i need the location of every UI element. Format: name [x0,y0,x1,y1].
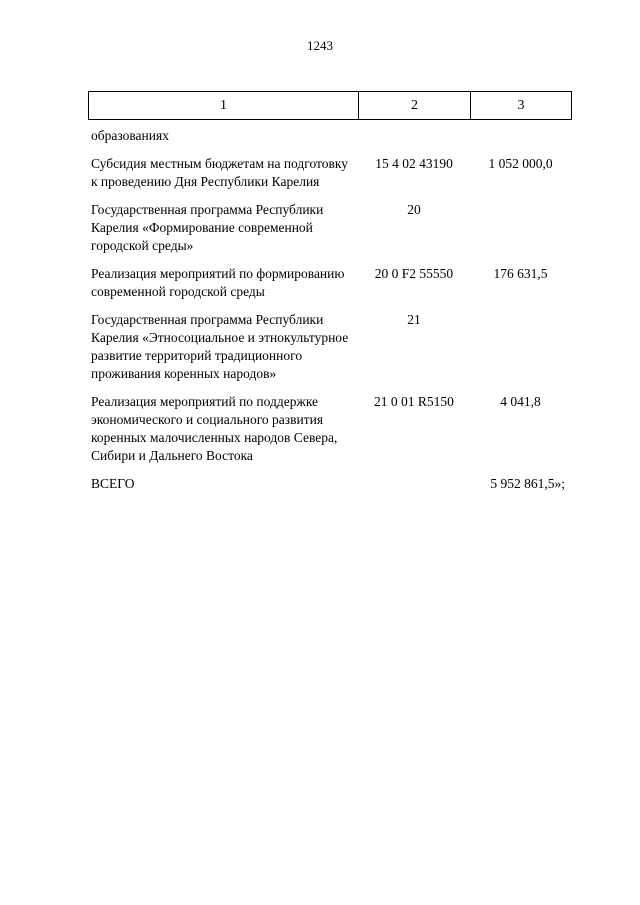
row-name: Реализация мероприятий по поддержке экономического и социального развития коренных малочисленных народов Севера, Сибири и Дальнего Востока [91,394,338,463]
table-row [88,155,571,201]
row-name: Реализация мероприятий по формированию современной городской среды [91,266,345,299]
row-code: 21 0 01 R5150 [374,394,454,409]
row-amount: 1 052 000,0 [488,156,553,171]
row-name: Государственная программа Республики Карелия «Этносоциальное и этнокультурное развитие территорий традиционного проживания коренных народов» [91,312,349,381]
total-code [358,475,470,493]
row-name: Государственная программа Республики Карелия «Формирование современной городской среды» [91,202,324,253]
row-code: 20 0 F2 55550 [374,266,454,281]
total-amount: 5 952 861,5»; [490,476,565,491]
row-amount: 4 041,8 [500,394,541,409]
total-row [88,475,571,493]
row-amount: 176 631,5 [493,266,548,281]
budget-table [88,127,571,493]
table-row [88,311,571,393]
table-row [88,127,571,155]
column-header-table [88,91,572,120]
row-code: 21 [407,312,421,327]
row-name: образованиях [91,128,169,143]
row-amount [470,127,571,155]
column-header-1: 1 [89,92,359,120]
row-amount [470,201,571,265]
column-header-2: 2 [359,92,471,120]
row-code [358,127,470,155]
page-number: 1243 [307,38,333,53]
header-row [89,92,572,120]
total-label: ВСЕГО [91,476,135,491]
row-code: 15 4 02 43190 [375,156,453,171]
table-row [88,201,571,265]
table-row [88,265,571,311]
table-row [88,393,571,475]
row-name: Субсидия местным бюджетам на подготовку к проведению Дня Республики Карелия [91,156,349,189]
row-amount [470,311,571,393]
row-code: 20 [407,202,421,217]
column-header-3: 3 [471,92,572,120]
